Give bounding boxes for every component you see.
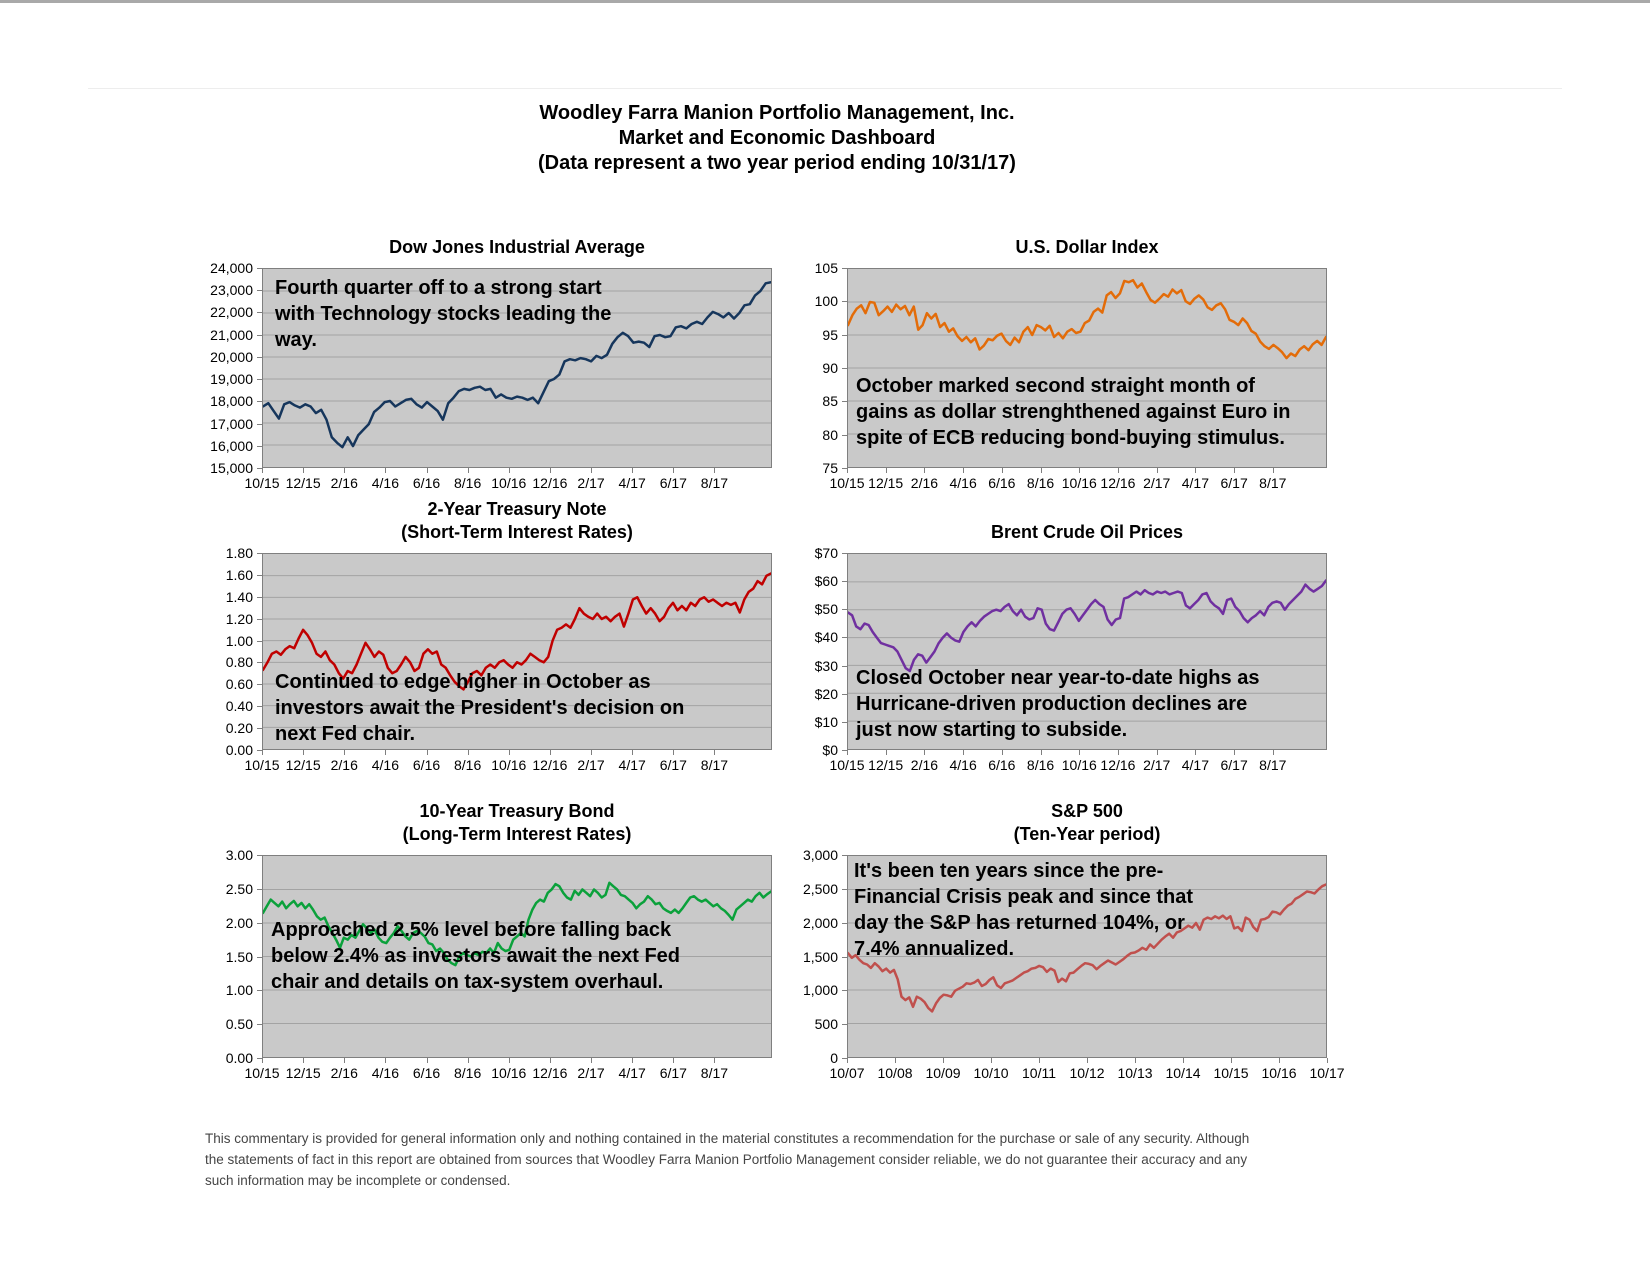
x-tick-label: 2/17 <box>577 1065 605 1081</box>
x-axis-tick <box>427 468 428 473</box>
annotation-line: Financial Crisis peak and since that <box>854 886 1194 908</box>
x-axis-tick <box>1135 1058 1136 1063</box>
x-axis-tick <box>1327 1058 1328 1063</box>
x-tick-label: 8/16 <box>454 757 482 773</box>
y-tick-label: 2,500 <box>802 880 838 897</box>
x-tick-label: 2/17 <box>577 757 605 773</box>
plot-area <box>847 855 1327 1058</box>
y-tick-label: $30 <box>814 657 838 674</box>
annotation-line: just now starting to subside. <box>856 719 1128 741</box>
x-tick-label: 10/10 <box>973 1065 1009 1081</box>
x-tick-label: 10/16 <box>491 475 527 491</box>
y-tick-label: 1.60 <box>225 566 253 583</box>
y-tick-label: 22,000 <box>210 304 253 321</box>
annotation-line: next Fed chair. <box>275 723 416 745</box>
x-tick-label: 6/17 <box>659 757 687 773</box>
x-tick-label: 10/15 <box>244 757 280 773</box>
x-tick-label: 12/16 <box>1100 757 1136 773</box>
disclaimer-line: This commentary is provided for general information only and nothing contained in the material constitutes a recommendation for the purchase or sale of any security. Although <box>205 1131 1250 1146</box>
x-tick-label: 10/14 <box>1165 1065 1201 1081</box>
x-axis-tick <box>632 1058 633 1063</box>
annotation-line: Fourth quarter off to a strong start <box>275 277 602 299</box>
annotation-line: below 2.4% as investors await the next Fed <box>271 945 681 967</box>
y-tick-label: 19,000 <box>210 371 253 388</box>
x-axis-tick <box>847 750 848 755</box>
annotation-line: day the S&P has returned 104%, or <box>854 912 1185 934</box>
x-axis-tick <box>632 468 633 473</box>
x-axis-tick <box>591 1058 592 1063</box>
x-axis-tick <box>673 750 674 755</box>
chart-annotation <box>856 373 1291 451</box>
x-tick-label: 4/17 <box>618 475 646 491</box>
y-tick-label: 1,000 <box>802 982 838 999</box>
plot-area <box>262 553 772 750</box>
x-axis-tick <box>943 1058 944 1063</box>
disclaimer-text <box>205 1128 1249 1191</box>
x-axis-tick <box>262 468 263 473</box>
x-axis-tick <box>1273 750 1274 755</box>
y-tick-label: 18,000 <box>210 393 253 410</box>
x-axis-tick <box>847 468 848 473</box>
x-axis-tick <box>303 468 304 473</box>
x-tick-label: 8/17 <box>1259 757 1287 773</box>
annotation-line: 7.4% annualized. <box>854 938 1015 960</box>
y-tick-label: 0.00 <box>225 742 253 758</box>
x-tick-label: 10/12 <box>1069 1065 1105 1081</box>
y-tick-label: 17,000 <box>210 415 253 432</box>
y-tick-label: $60 <box>814 573 838 590</box>
top-gray-bar <box>0 0 1650 3</box>
x-tick-label: 4/17 <box>1181 475 1209 491</box>
chart-sp500 <box>802 801 1345 1081</box>
chart-title-line: S&P 500 <box>1051 801 1123 821</box>
x-tick-label: 12/15 <box>285 1065 321 1081</box>
disclaimer-line: such information may be incomplete or condensed. <box>205 1173 511 1188</box>
x-tick-label: 10/16 <box>1061 757 1097 773</box>
chart-annotation <box>275 275 611 353</box>
y-axis-tick <box>257 750 262 751</box>
chart-title-line: (Ten-Year period) <box>1013 824 1161 844</box>
x-axis-tick <box>714 1058 715 1063</box>
y-tick-label: 3,000 <box>802 847 838 863</box>
chart-title-line: 10-Year Treasury Bond <box>419 801 615 821</box>
chart-title-line: (Short-Term Interest Rates) <box>401 522 633 542</box>
x-axis-tick <box>1041 750 1042 755</box>
y-tick-label: 21,000 <box>210 326 253 343</box>
y-tick-label: 95 <box>822 326 838 343</box>
y-tick-label: 15,000 <box>210 460 253 476</box>
y-tick-label: 2.00 <box>225 914 253 931</box>
x-tick-label: 10/11 <box>1022 1065 1056 1081</box>
x-tick-label: 2/16 <box>910 757 939 773</box>
y-tick-label: 0 <box>830 1050 838 1066</box>
x-tick-label: 8/17 <box>1259 475 1287 491</box>
x-tick-label: 8/17 <box>700 1065 729 1081</box>
x-tick-label: 4/16 <box>371 757 399 773</box>
chart-title-line: Brent Crude Oil Prices <box>990 522 1184 542</box>
x-tick-label: 10/17 <box>1309 1065 1345 1081</box>
x-tick-label: 12/16 <box>1100 475 1136 491</box>
x-axis-tick <box>847 1058 848 1063</box>
annotation-line: spite of ECB reducing bond-buying stimulus. <box>856 427 1285 449</box>
x-tick-label: 8/17 <box>700 757 729 773</box>
chart-title-line: U.S. Dollar Index <box>1015 237 1159 257</box>
x-tick-label: 2/17 <box>1143 757 1171 773</box>
x-tick-label: 4/16 <box>371 1065 399 1081</box>
chart-10-year-treasury-bond <box>225 801 772 1081</box>
x-tick-label: 6/17 <box>1220 757 1248 773</box>
chart-brent-crude-oil <box>814 522 1327 773</box>
annotation-line: with Technology stocks leading the <box>275 303 612 325</box>
x-axis-tick <box>344 468 345 473</box>
x-axis-tick <box>1157 468 1158 473</box>
y-tick-label: 1.00 <box>225 982 253 999</box>
x-axis-tick <box>1039 1058 1040 1063</box>
x-tick-label: 12/16 <box>532 1065 568 1081</box>
x-tick-label: 10/08 <box>877 1065 913 1081</box>
x-tick-label: 10/15 <box>829 475 865 491</box>
x-axis-tick <box>468 1058 469 1063</box>
annotation-line: Hurricane-driven production declines are <box>856 693 1248 715</box>
x-axis-tick <box>509 1058 510 1063</box>
x-axis-tick <box>1195 468 1196 473</box>
x-axis-tick <box>1002 750 1003 755</box>
x-axis-tick <box>714 468 715 473</box>
annotation-line: way. <box>275 329 317 351</box>
x-axis-tick <box>673 468 674 473</box>
x-axis-tick <box>924 468 925 473</box>
y-tick-label: 0.60 <box>225 676 253 693</box>
disclaimer-line: the statements of fact in this report are obtained from sources that Woodley Farra Manion Portfolio Management consider reliable, we do not guarantee their accuracy and any <box>205 1152 1248 1167</box>
x-tick-label: 10/16 <box>1261 1065 1297 1081</box>
x-tick-label: 2/16 <box>910 475 939 491</box>
y-tick-label: $50 <box>814 601 838 618</box>
annotation-line: gains as dollar strenghthened against Euro in <box>856 401 1291 423</box>
y-tick-label: $20 <box>814 685 838 702</box>
x-axis-tick <box>1279 1058 1280 1063</box>
x-tick-label: 4/17 <box>1181 757 1209 773</box>
x-tick-label: 2/17 <box>577 475 605 491</box>
y-tick-label: 0.00 <box>225 1050 253 1066</box>
x-tick-label: 2/16 <box>330 475 358 491</box>
y-tick-label: $40 <box>814 629 838 646</box>
x-axis-tick <box>1234 750 1235 755</box>
x-axis-tick <box>673 1058 674 1063</box>
chart-2-year-treasury-note <box>225 499 772 773</box>
annotation-line: It's been ten years since the pre- <box>854 860 1164 882</box>
plot-area <box>262 855 772 1058</box>
x-tick-label: 12/15 <box>285 475 321 491</box>
x-tick-label: 8/16 <box>1026 757 1055 773</box>
x-axis-tick <box>509 468 510 473</box>
x-axis-tick <box>344 1058 345 1063</box>
annotation-line: Continued to edge higher in October as <box>275 671 651 693</box>
x-axis-tick <box>550 750 551 755</box>
x-tick-label: 4/16 <box>949 757 977 773</box>
x-axis-tick <box>1157 750 1158 755</box>
data-line <box>848 581 1326 672</box>
y-tick-label: 500 <box>814 1016 838 1033</box>
y-tick-label: 3.00 <box>225 847 253 863</box>
x-axis-tick <box>991 1058 992 1063</box>
x-tick-label: 2/16 <box>330 1065 358 1081</box>
y-tick-label: $0 <box>822 742 838 758</box>
y-tick-label: 1,500 <box>802 948 838 965</box>
x-tick-label: 8/16 <box>454 1065 482 1081</box>
x-tick-label: 6/17 <box>659 1065 687 1081</box>
x-axis-tick <box>632 750 633 755</box>
x-axis-tick <box>1079 750 1080 755</box>
x-tick-label: 6/16 <box>988 757 1016 773</box>
x-axis-tick <box>1118 468 1119 473</box>
x-tick-label: 2/17 <box>1143 475 1171 491</box>
x-axis-tick <box>468 750 469 755</box>
x-tick-label: 12/16 <box>532 475 568 491</box>
x-tick-label: 10/16 <box>491 1065 527 1081</box>
chart-us-dollar-index <box>814 237 1327 491</box>
data-line <box>848 280 1326 358</box>
x-tick-label: 10/07 <box>829 1065 865 1081</box>
x-axis-tick <box>963 468 964 473</box>
y-tick-label: 20,000 <box>210 348 253 365</box>
y-tick-label: 80 <box>822 426 838 443</box>
x-axis-tick <box>1087 1058 1088 1063</box>
y-tick-label: 24,000 <box>210 260 253 276</box>
x-axis-tick <box>1041 468 1042 473</box>
x-axis-tick <box>591 750 592 755</box>
x-tick-label: 10/13 <box>1117 1065 1153 1081</box>
x-axis-tick <box>262 1058 263 1063</box>
x-axis-tick <box>550 468 551 473</box>
chart-annotation <box>275 669 684 747</box>
x-axis-tick <box>550 1058 551 1063</box>
y-tick-label: 1.20 <box>225 610 253 627</box>
x-tick-label: 4/17 <box>618 757 646 773</box>
x-axis-tick <box>1195 750 1196 755</box>
y-axis-tick <box>257 468 262 469</box>
x-axis-tick <box>303 750 304 755</box>
y-tick-label: $10 <box>814 713 838 730</box>
x-tick-label: 12/15 <box>868 757 904 773</box>
x-axis-tick <box>886 468 887 473</box>
x-axis-tick <box>1231 1058 1232 1063</box>
x-axis-tick <box>1002 468 1003 473</box>
y-axis-tick <box>842 1058 847 1059</box>
report-title: Market and Economic Dashboard <box>618 127 936 149</box>
x-axis-tick <box>963 750 964 755</box>
x-axis-tick <box>385 750 386 755</box>
x-tick-label: 8/16 <box>1026 475 1055 491</box>
annotation-line: Closed October near year-to-date highs as <box>856 667 1260 689</box>
chart-title-line: (Long-Term Interest Rates) <box>402 824 632 844</box>
report-subtitle: (Data represent a two year period ending 10/31/17) <box>538 152 1016 174</box>
x-axis-tick <box>1118 750 1119 755</box>
chart-title <box>757 521 1417 544</box>
plot-area <box>847 553 1327 750</box>
y-tick-label: 16,000 <box>210 437 253 454</box>
x-tick-label: 6/16 <box>412 1065 441 1081</box>
x-axis-tick <box>591 468 592 473</box>
y-tick-label: 2.50 <box>225 880 253 897</box>
x-tick-label: 4/17 <box>618 1065 646 1081</box>
x-axis-tick <box>303 1058 304 1063</box>
y-tick-label: 0.40 <box>225 698 253 715</box>
x-axis-tick <box>262 750 263 755</box>
y-tick-label: 1.50 <box>225 948 253 965</box>
x-tick-label: 6/16 <box>988 475 1016 491</box>
y-tick-label: 0.50 <box>225 1016 253 1033</box>
chart-title-line: 2-Year Treasury Note <box>427 499 607 519</box>
y-axis-tick <box>842 750 847 751</box>
annotation-line: chair and details on tax-system overhaul. <box>271 971 664 993</box>
x-tick-label: 10/15 <box>829 757 865 773</box>
x-tick-label: 6/17 <box>1220 475 1248 491</box>
x-tick-label: 8/17 <box>700 475 729 491</box>
annotation-line: October marked second straight month of <box>856 375 1255 397</box>
company-title: Woodley Farra Manion Portfolio Management, Inc. <box>539 102 1015 124</box>
chart-title <box>757 800 1417 846</box>
y-tick-label: 105 <box>814 260 838 276</box>
x-axis-tick <box>509 750 510 755</box>
x-tick-label: 10/16 <box>491 757 527 773</box>
x-tick-label: 8/16 <box>454 475 482 491</box>
x-tick-label: 12/16 <box>532 757 568 773</box>
x-tick-label: 10/16 <box>1061 475 1097 491</box>
y-tick-label: 0.20 <box>225 720 253 737</box>
x-axis-tick <box>427 750 428 755</box>
page-header <box>0 101 1554 176</box>
x-axis-tick <box>427 1058 428 1063</box>
chart-annotation <box>271 917 680 995</box>
x-tick-label: 12/15 <box>868 475 904 491</box>
x-tick-label: 2/16 <box>330 757 358 773</box>
y-tick-label: 0.80 <box>225 654 253 671</box>
plot-area <box>847 268 1327 468</box>
x-tick-label: 10/15 <box>244 1065 280 1081</box>
y-tick-label: 23,000 <box>210 282 253 299</box>
x-axis-tick <box>344 750 345 755</box>
chart-title <box>757 236 1417 259</box>
x-tick-label: 6/17 <box>659 475 687 491</box>
separator-line <box>88 88 1562 89</box>
x-tick-label: 10/15 <box>244 475 280 491</box>
x-axis-tick <box>385 1058 386 1063</box>
chart-annotation <box>856 665 1259 743</box>
y-tick-label: $70 <box>814 545 838 561</box>
x-axis-tick <box>886 750 887 755</box>
annotation-line: investors await the President's decision on <box>275 697 685 719</box>
x-axis-tick <box>714 750 715 755</box>
y-tick-label: 2,000 <box>802 914 838 931</box>
x-tick-label: 12/15 <box>285 757 321 773</box>
x-axis-tick <box>1234 468 1235 473</box>
y-tick-label: 85 <box>822 393 838 410</box>
y-tick-label: 75 <box>822 460 838 476</box>
x-tick-label: 4/16 <box>371 475 399 491</box>
x-tick-label: 6/16 <box>412 757 441 773</box>
y-axis-tick <box>257 1058 262 1059</box>
x-tick-label: 4/16 <box>949 475 977 491</box>
x-tick-label: 6/16 <box>412 475 441 491</box>
plot-area <box>262 268 772 468</box>
y-tick-label: 1.80 <box>225 545 253 561</box>
chart-dow-jones <box>210 237 772 491</box>
x-axis-tick <box>385 468 386 473</box>
y-tick-label: 100 <box>814 293 838 310</box>
x-tick-label: 10/15 <box>1213 1065 1249 1081</box>
x-axis-tick <box>1183 1058 1184 1063</box>
x-axis-tick <box>1273 468 1274 473</box>
annotation-line: Approached 2.5% level before falling back <box>271 919 672 941</box>
y-axis-tick <box>842 468 847 469</box>
x-tick-label: 10/09 <box>925 1065 961 1081</box>
x-axis-tick <box>895 1058 896 1063</box>
chart-title-line: Dow Jones Industrial Average <box>389 237 645 257</box>
y-tick-label: 1.40 <box>225 588 253 605</box>
y-tick-label: 1.00 <box>225 632 253 649</box>
chart-annotation <box>854 858 1193 962</box>
x-axis-tick <box>924 750 925 755</box>
y-tick-label: 90 <box>822 360 838 376</box>
x-axis-tick <box>1079 468 1080 473</box>
x-axis-tick <box>468 468 469 473</box>
